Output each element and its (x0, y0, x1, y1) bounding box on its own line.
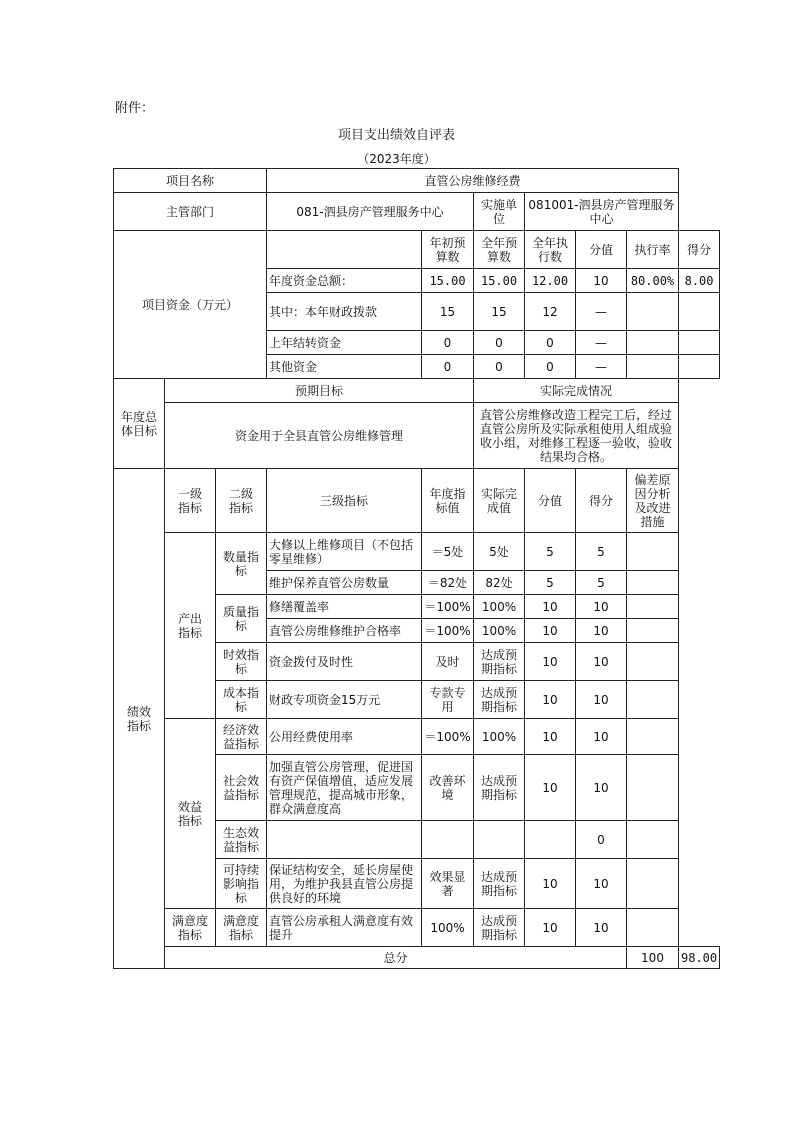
perf-header: 二级指标 (216, 469, 267, 533)
target-value: ＝100% (422, 719, 474, 755)
target-value: 效果显著 (422, 859, 474, 909)
score-value: 10 (525, 719, 576, 755)
target-value: 100% (422, 909, 474, 947)
deviation-cell (627, 681, 679, 719)
score-value: 5 (525, 571, 576, 595)
target-value: ＝82处 (422, 571, 474, 595)
funds-cell (627, 331, 679, 355)
l3-indicator (267, 821, 422, 859)
actual-value: 达成预期指标 (474, 755, 525, 821)
actual-value: 达成预期指标 (474, 859, 525, 909)
deviation-cell (627, 643, 679, 681)
funds-header-4: 执行率 (627, 231, 679, 269)
perf-header: 分值 (525, 469, 576, 533)
expected-goal-header: 预期目标 (165, 379, 474, 403)
perf-indicator-label: 绩效指标 (114, 469, 165, 969)
target-value: 及时 (422, 643, 474, 681)
l3-indicator: 直管公房维修维护合格率 (267, 619, 422, 643)
annual-goal-label: 年度总体目标 (114, 379, 165, 469)
l2-indicator: 生态效益指标 (216, 821, 267, 859)
l3-indicator: 修缮覆盖率 (267, 595, 422, 619)
got-value: 10 (576, 719, 627, 755)
project-name-value: 直管公房维修经费 (267, 169, 679, 193)
year-label: （2023年度） (357, 152, 436, 166)
funds-cell: 12 (525, 293, 576, 331)
perf-header: 年度指标值 (422, 469, 474, 533)
funds-header-blank (267, 231, 422, 269)
funds-cell: 12.00 (525, 269, 576, 293)
funds-cell: 15.00 (422, 269, 474, 293)
funds-cell: 8.00 (679, 269, 720, 293)
perf-header: 一级指标 (165, 469, 216, 533)
actual-result-text: 直管公房维修改造工程完工后，经过直管公房所及实际承租使用人组成验收小组，对维修工程逐一验收，验收结果均合格。 (474, 403, 679, 469)
target-value: ＝100% (422, 619, 474, 643)
deviation-cell (627, 619, 679, 643)
perf-header: 实际完成值 (474, 469, 525, 533)
funds-header-0: 年初预算数 (422, 231, 474, 269)
output-indicator-label: 产出指标 (165, 533, 216, 719)
deviation-cell (627, 595, 679, 619)
funds-cell: 0 (525, 355, 576, 379)
score-value: 10 (525, 859, 576, 909)
actual-value: 100% (474, 719, 525, 755)
funds-cell: 15 (422, 293, 474, 331)
total-score: 100 (627, 947, 679, 969)
target-value: ＝100% (422, 595, 474, 619)
impl-unit-label: 实施单位 (474, 193, 525, 231)
funds-cell: 0 (474, 331, 525, 355)
funds-cell (627, 293, 679, 331)
funds-row-name: 其中：本年财政拨款 (267, 293, 422, 331)
deviation-cell (627, 571, 679, 595)
score-value (525, 821, 576, 859)
funds-header-3: 分值 (576, 231, 627, 269)
funds-cell: 0 (422, 355, 474, 379)
l3-indicator: 保证结构安全，延长房屋使用，为维护我县直管公房提供良好的环境 (267, 859, 422, 909)
l2-indicator: 满意度指标 (216, 909, 267, 947)
target-value (422, 821, 474, 859)
funds-row-name: 上年结转资金 (267, 331, 422, 355)
got-value: 10 (576, 595, 627, 619)
actual-value: 达成预期指标 (474, 643, 525, 681)
actual-value: 100% (474, 619, 525, 643)
dept-value: 081-泗县房产管理服务中心 (267, 193, 474, 231)
funds-cell: 0 (474, 355, 525, 379)
dept-label: 主管部门 (114, 193, 267, 231)
funds-cell: — (576, 331, 627, 355)
project-name-label: 项目名称 (114, 169, 267, 193)
funds-cell: — (576, 355, 627, 379)
got-value: 10 (576, 681, 627, 719)
target-value: 改善环境 (422, 755, 474, 821)
score-value: 10 (525, 909, 576, 947)
l2-indicator: 质量指标 (216, 595, 267, 643)
evaluation-table (113, 168, 720, 969)
actual-value (474, 821, 525, 859)
actual-value: 达成预期指标 (474, 909, 525, 947)
funds-cell: 15 (474, 293, 525, 331)
l3-indicator: 资金拨付及时性 (267, 643, 422, 681)
score-value: 5 (525, 533, 576, 571)
actual-value: 100% (474, 595, 525, 619)
total-got: 98.00 (679, 947, 720, 969)
total-label: 总分 (165, 947, 627, 969)
perf-header: 三级指标 (267, 469, 422, 533)
satisfaction-indicator-label: 满意度指标 (165, 909, 216, 947)
funds-cell: — (576, 293, 627, 331)
l2-indicator: 经济效益指标 (216, 719, 267, 755)
funds-cell: 0 (422, 331, 474, 355)
funds-cell: 15.00 (474, 269, 525, 293)
perf-header: 得分 (576, 469, 627, 533)
score-value: 10 (525, 643, 576, 681)
impl-unit-value: 081001-泗县房产管理服务中心 (525, 193, 679, 231)
target-value: ＝5处 (422, 533, 474, 571)
score-value: 10 (525, 595, 576, 619)
score-value: 10 (525, 755, 576, 821)
funds-header-1: 全年预算数 (474, 231, 525, 269)
benefit-indicator-label: 效益指标 (165, 719, 216, 909)
funds-cell: 10 (576, 269, 627, 293)
perf-header: 偏差原因分析及改进措施 (627, 469, 679, 533)
attachment-label: 附件： (115, 101, 155, 116)
deviation-cell (627, 719, 679, 755)
l2-indicator: 可持续影响指标 (216, 859, 267, 909)
target-value: 专款专用 (422, 681, 474, 719)
deviation-cell (627, 821, 679, 859)
deviation-cell (627, 909, 679, 947)
funds-header-2: 全年执行数 (525, 231, 576, 269)
funds-header-5: 得分 (679, 231, 720, 269)
got-value: 10 (576, 619, 627, 643)
got-value: 10 (576, 859, 627, 909)
funds-label: 项目资金（万元） (114, 231, 267, 379)
actual-value: 5处 (474, 533, 525, 571)
deviation-cell (627, 859, 679, 909)
actual-value: 达成预期指标 (474, 681, 525, 719)
l3-indicator: 公用经费使用率 (267, 719, 422, 755)
page-title: 项目支出绩效自评表 (337, 128, 455, 143)
l2-indicator: 成本指标 (216, 681, 267, 719)
funds-row-name: 年度资金总额： (267, 269, 422, 293)
l3-indicator: 大修以上维修项目（不包括零星维修） (267, 533, 422, 571)
got-value: 10 (576, 755, 627, 821)
l3-indicator: 维护保养直管公房数量 (267, 571, 422, 595)
l2-indicator: 时效指标 (216, 643, 267, 681)
got-value: 5 (576, 533, 627, 571)
funds-cell (627, 355, 679, 379)
score-value: 10 (525, 619, 576, 643)
deviation-cell (627, 755, 679, 821)
l3-indicator: 直管公房承租人满意度有效提升 (267, 909, 422, 947)
got-value: 0 (576, 821, 627, 859)
funds-cell (679, 355, 720, 379)
actual-result-header: 实际完成情况 (474, 379, 679, 403)
funds-cell: 80.00% (627, 269, 679, 293)
actual-value: 82处 (474, 571, 525, 595)
funds-cell (679, 331, 720, 355)
l3-indicator: 财政专项资金15万元 (267, 681, 422, 719)
l2-indicator: 数量指标 (216, 533, 267, 595)
got-value: 10 (576, 643, 627, 681)
l3-indicator: 加强直管公房管理，促进国有资产保值增值，适应发展管理规范，提高城市形象，群众满意度高 (267, 755, 422, 821)
l2-indicator: 社会效益指标 (216, 755, 267, 821)
got-value: 10 (576, 909, 627, 947)
got-value: 5 (576, 571, 627, 595)
score-value: 10 (525, 681, 576, 719)
funds-cell: 0 (525, 331, 576, 355)
deviation-cell (627, 533, 679, 571)
funds-row-name: 其他资金 (267, 355, 422, 379)
funds-cell (679, 293, 720, 331)
expected-goal-text: 资金用于全县直管公房维修管理 (165, 403, 474, 469)
